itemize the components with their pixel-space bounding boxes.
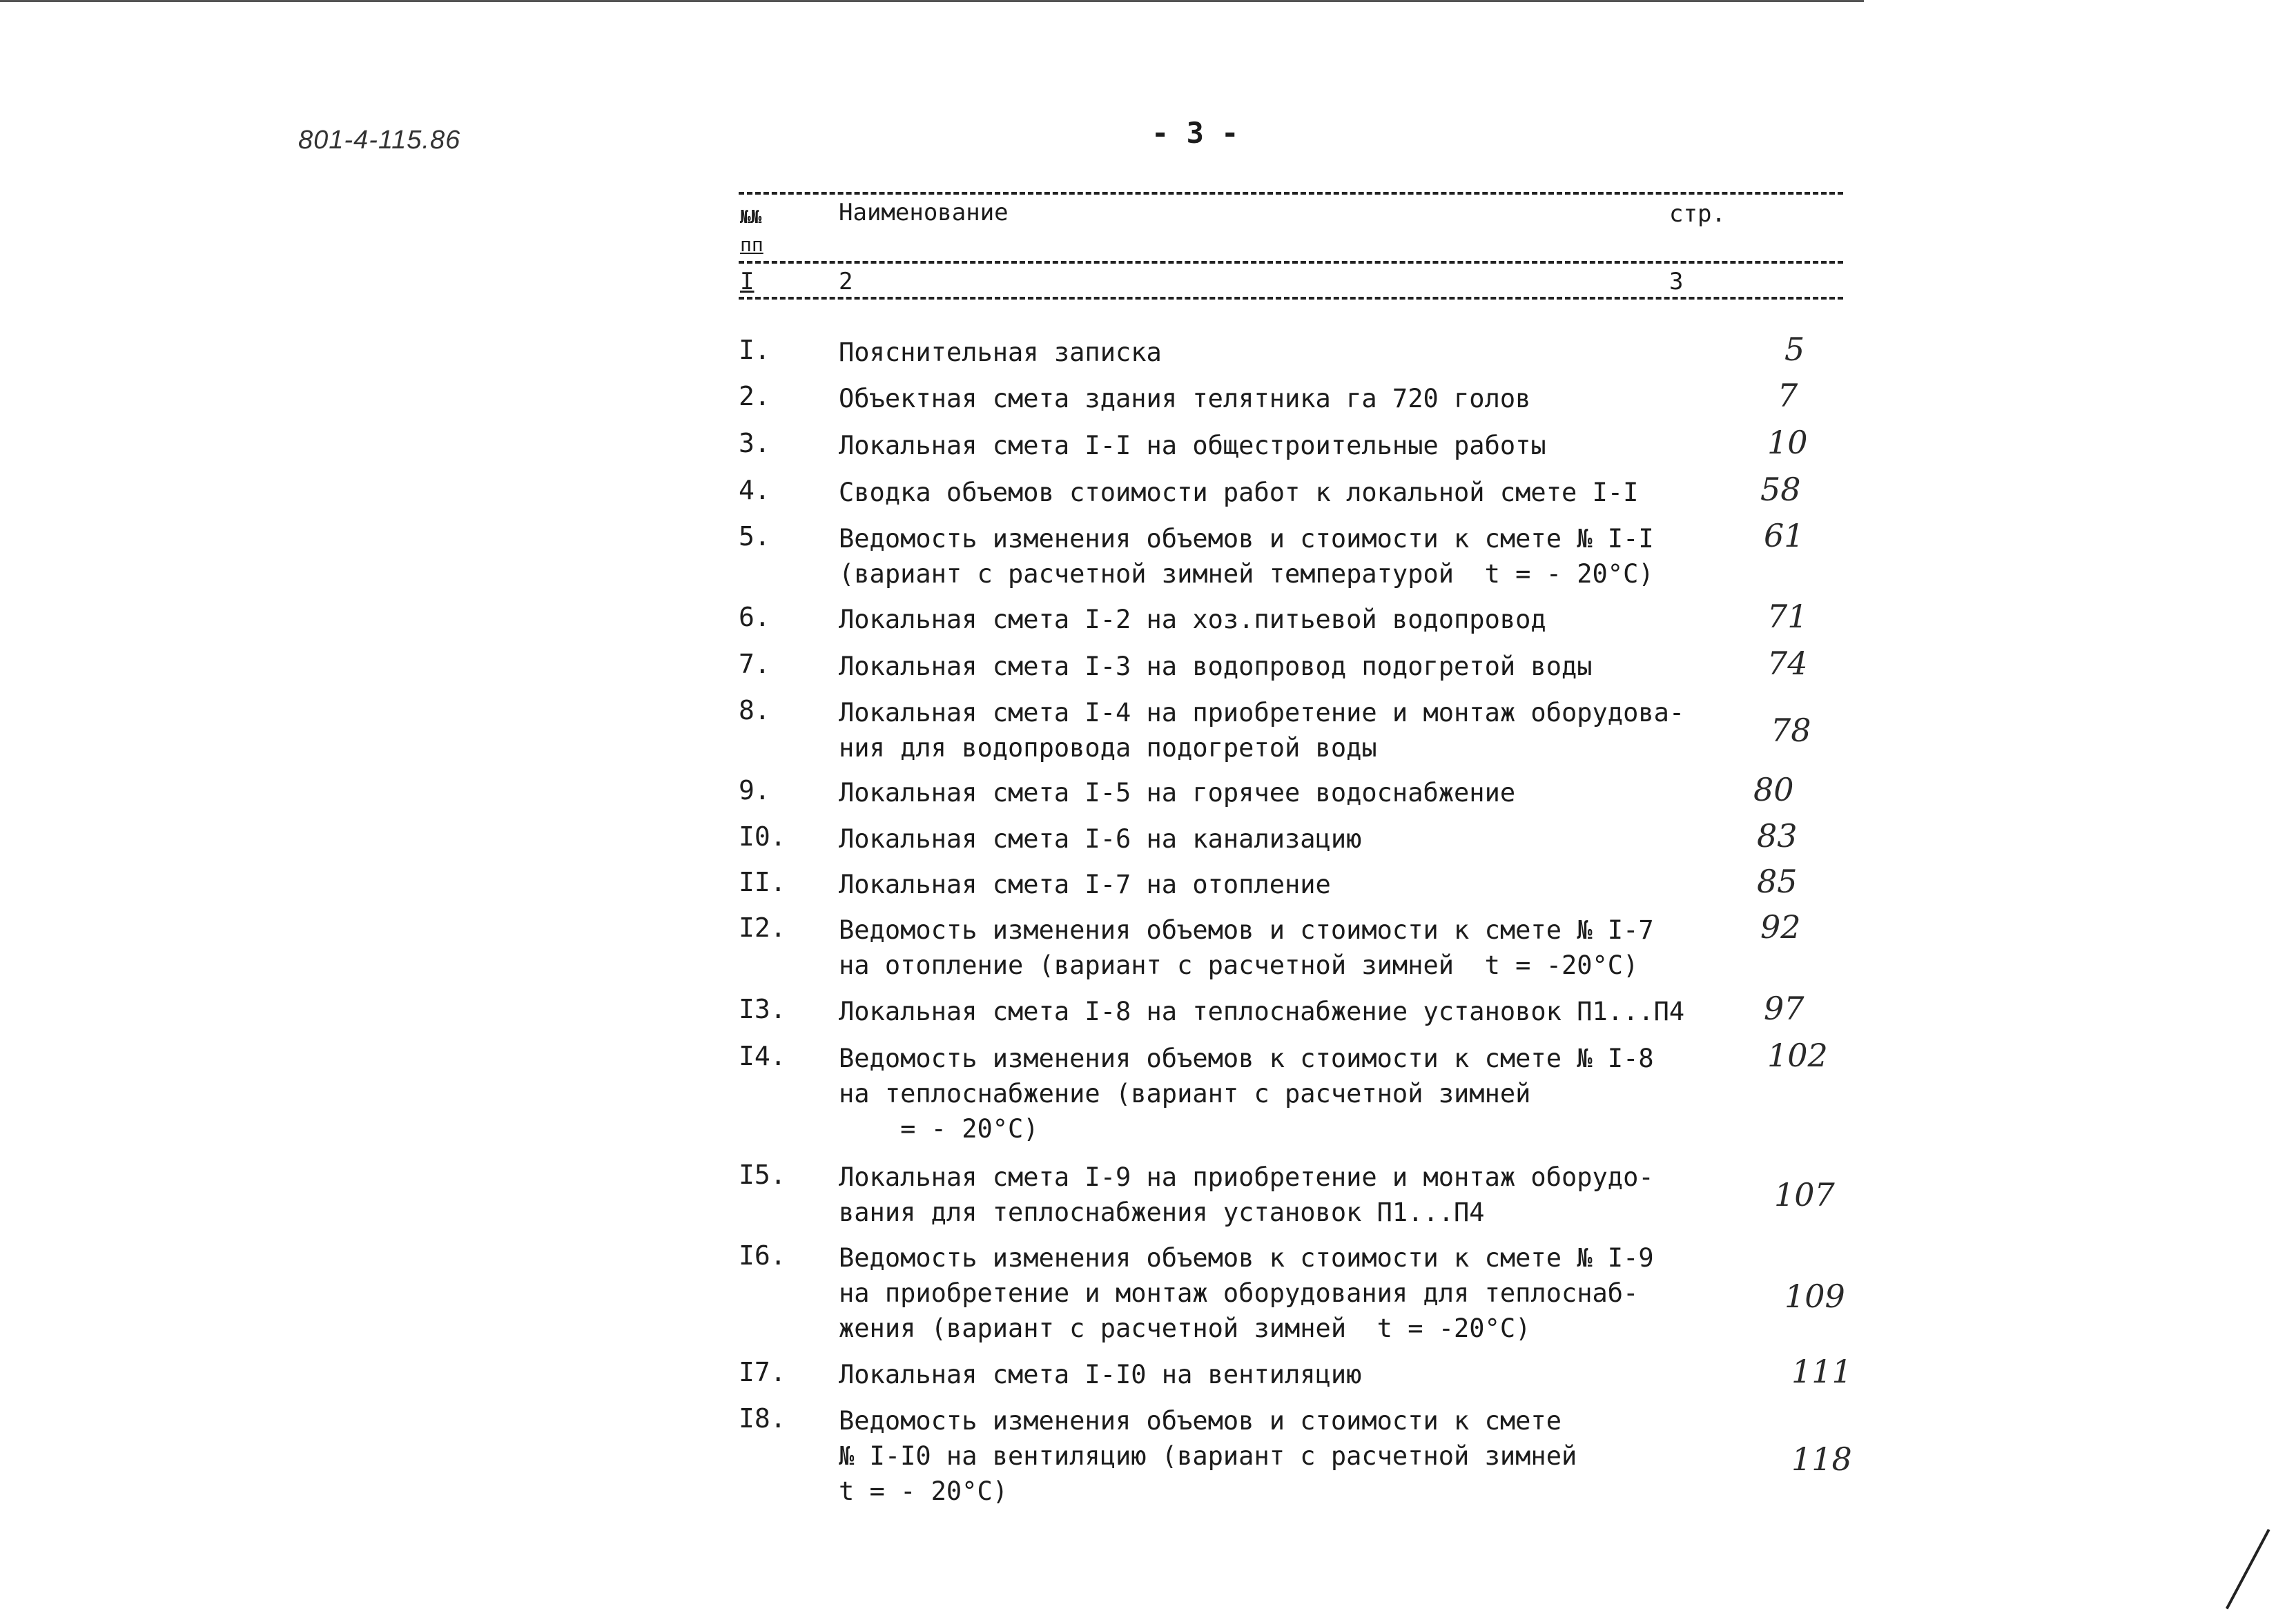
- row-title-line: вания для теплоснабжения установок П1...П4: [839, 1198, 1485, 1227]
- row-title-line: Объектная смета здания телятника га 720 голов: [839, 384, 1531, 413]
- row-number: I6.: [739, 1240, 786, 1271]
- row-title: [839, 912, 1654, 983]
- row-title: [839, 521, 1654, 592]
- row-title-line: Лoкальная смета I-I на общестроительные работы: [839, 431, 1546, 460]
- row-page-number: 10: [1767, 424, 1808, 461]
- row-page-number: 97: [1764, 990, 1804, 1027]
- row-page-number: 107: [1774, 1176, 1835, 1213]
- column-index-3: 3: [1669, 268, 1684, 295]
- row-title-line: Сводка объемов стоимости работ к локальной смете I-I: [839, 478, 1639, 507]
- row-title-line: Локальная смета I-6 на канализацию: [839, 824, 1362, 854]
- row-title-line: Локальная смета I-8 на теплоснабжение установок П1...П4: [839, 997, 1685, 1026]
- header-name-label: Наименование: [839, 199, 1009, 226]
- header-num-label-2: пп: [740, 233, 763, 256]
- row-title: [839, 821, 1361, 857]
- row-page-number: 118: [1791, 1441, 1852, 1478]
- row-title-line: t = - 20°С): [839, 1476, 1009, 1506]
- row-number: 3.: [739, 428, 770, 458]
- row-page-number: 74: [1767, 645, 1808, 682]
- row-number: I2.: [739, 912, 786, 943]
- row-title-line: Лoкальная смета I-4 на приобретение и монтаж оборудова-: [839, 698, 1685, 728]
- row-number: I4.: [739, 1041, 786, 1071]
- row-number: 4.: [739, 475, 770, 505]
- row-title-line: на теплоснабжение (вариант с расчетной зимней: [839, 1079, 1531, 1109]
- document-code: 801-4-115.86: [298, 126, 461, 155]
- row-number: I3.: [739, 994, 786, 1024]
- column-index-2: 2: [839, 268, 853, 295]
- row-number: I0.: [739, 821, 786, 852]
- row-title-line: жения (вариант с расчетной зимней t = -20°С): [839, 1314, 1531, 1343]
- row-title-line: Ведомость изменения объемов и стоимости к смете № I-7: [839, 915, 1654, 945]
- row-page-number: 61: [1764, 517, 1804, 554]
- row-page-number: 7: [1778, 377, 1798, 414]
- row-number: 7.: [739, 649, 770, 679]
- row-title-line: Лoкальная смета I-9 на приобретение и монтаж оборудо-: [839, 1162, 1654, 1192]
- row-title: [839, 602, 1546, 637]
- row-number: 8.: [739, 695, 770, 725]
- row-title: [839, 695, 1684, 765]
- row-title: [839, 775, 1515, 810]
- row-page-number: 5: [1784, 331, 1805, 368]
- scan-edge-mark: [2226, 1529, 2270, 1610]
- row-title-line: Пояснительная записка: [839, 338, 1162, 367]
- row-title-line: на отопление (вариант с расчетной зимней t = -20°С): [839, 950, 1639, 980]
- column-index-1: I: [740, 268, 755, 295]
- row-page-number: 78: [1771, 712, 1811, 749]
- row-title: [839, 475, 1638, 510]
- row-page-number: 71: [1767, 598, 1808, 635]
- header-page-label: стр.: [1669, 200, 1726, 228]
- row-title: [839, 428, 1546, 463]
- row-title-line: Ведомость изменения объемов к стоимости к смете № I-9: [839, 1243, 1654, 1273]
- row-title-line: (вариант с расчетной зимней температурой t = - 20°С): [839, 559, 1654, 589]
- row-number: I8.: [739, 1403, 786, 1434]
- row-page-number: 102: [1767, 1037, 1828, 1074]
- row-number: I.: [739, 335, 770, 365]
- row-number: 2.: [739, 381, 770, 411]
- header-rule: [739, 261, 1843, 264]
- row-page-number: 111: [1791, 1353, 1852, 1390]
- row-title: [839, 381, 1530, 416]
- row-title-line: Локальная смета I-3 на водопровод подогретой воды: [839, 652, 1593, 681]
- row-title: [839, 649, 1593, 684]
- row-title-line: Локальная смета I-5 на горячее водоснабжение: [839, 778, 1516, 808]
- row-title-line: Ведомость изменения объемов и стоимости к смете: [839, 1406, 1562, 1436]
- row-title: [839, 1160, 1654, 1230]
- row-page-number: 109: [1784, 1278, 1845, 1315]
- row-number: 6.: [739, 602, 770, 632]
- row-page-number: 58: [1760, 471, 1801, 508]
- row-title: [839, 867, 1331, 902]
- page-number: - 3 -: [1151, 116, 1239, 150]
- row-title-line: Локальная смета I-I0 на вентиляцию: [839, 1360, 1362, 1389]
- row-number: I5.: [739, 1160, 786, 1190]
- row-title: [839, 1403, 1577, 1509]
- scan-top-border: [0, 0, 1864, 2]
- row-number: I7.: [739, 1357, 786, 1387]
- row-title-line: ния для водопровода подогретой воды: [839, 733, 1377, 763]
- row-page-number: 80: [1753, 771, 1794, 808]
- row-title: [839, 335, 1162, 370]
- column-index-rule: [739, 297, 1843, 300]
- row-title-line: Локальная смета I-7 на отопление: [839, 870, 1331, 899]
- row-title: [839, 1240, 1654, 1346]
- row-number: II.: [739, 867, 786, 897]
- row-title-line: Ведомость изменения объемов и стоимости к смете № I-I: [839, 524, 1654, 554]
- row-title: [839, 1041, 1654, 1146]
- row-number: 5.: [739, 521, 770, 551]
- row-title: [839, 1357, 1361, 1392]
- row-title-line: Ведомость изменения объемов к стоимости к смете № I-8: [839, 1044, 1654, 1073]
- row-title-line: на приобретение и монтаж оборудования для теплоснаб-: [839, 1278, 1639, 1308]
- row-page-number: 83: [1757, 817, 1798, 855]
- row-title-line: № I-I0 на вентиляцию (вариант с расчетной зимней: [839, 1441, 1577, 1471]
- row-page-number: 85: [1757, 863, 1798, 900]
- row-title-line: = - 20°С): [839, 1114, 1039, 1144]
- row-title-line: Локальная смета I-2 на хоз.питьевой водопровод: [839, 605, 1546, 634]
- header-num-label: №№: [740, 207, 762, 228]
- row-title: [839, 994, 1684, 1029]
- table-top-rule: [739, 192, 1843, 195]
- row-number: 9.: [739, 775, 770, 806]
- row-page-number: 92: [1760, 908, 1801, 946]
